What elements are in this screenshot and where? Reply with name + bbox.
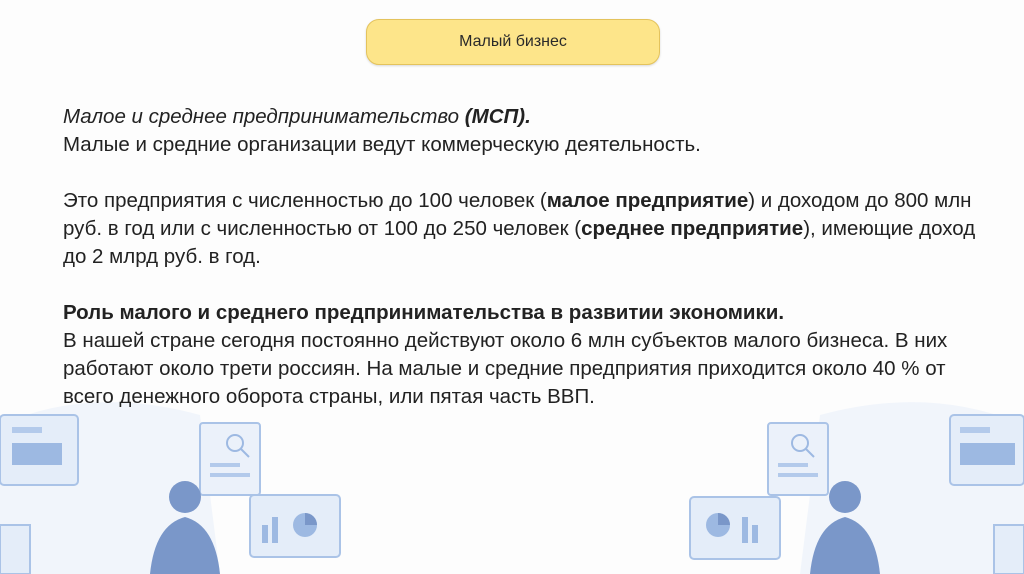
intro-line-2: Малые и средние организации ведут коммерческую деятельность. xyxy=(63,133,701,156)
role-body: В нашей стране сегодня постоянно действуют около 6 млн субъектов малого бизнеса. В них работают около трети россиян. На малые и средние предприятия приходится около 40 % от всего денежного оборота страны, или пятая часть ВВП. xyxy=(63,329,948,408)
definition-paragraph xyxy=(63,187,983,271)
small-enterprise-term: малое предприятие xyxy=(546,189,749,212)
slide-title: Малый бизнес xyxy=(366,19,660,65)
role-heading xyxy=(63,299,983,327)
intro-abbr: (МСП). xyxy=(464,105,531,128)
definition-text-3: ), имеющие доход до 2 млрд руб. в год. xyxy=(63,217,976,268)
office-workers-illustration xyxy=(0,385,1024,574)
definition-text-1: Это предприятия с численностью до 100 человек ( xyxy=(63,189,547,212)
slide-body xyxy=(63,103,983,411)
intro-line-1 xyxy=(63,103,983,131)
role-heading-text: Роль малого и среднего предпринимательства в развитии экономики. xyxy=(63,301,785,324)
intro-italic: Малое и среднее предпринимательство xyxy=(63,105,465,128)
medium-enterprise-term: среднее предприятие xyxy=(581,217,804,240)
definition-text-2: ) и доходом до 800 млн руб. в год или с численностью от 100 до 250 человек ( xyxy=(63,189,972,240)
